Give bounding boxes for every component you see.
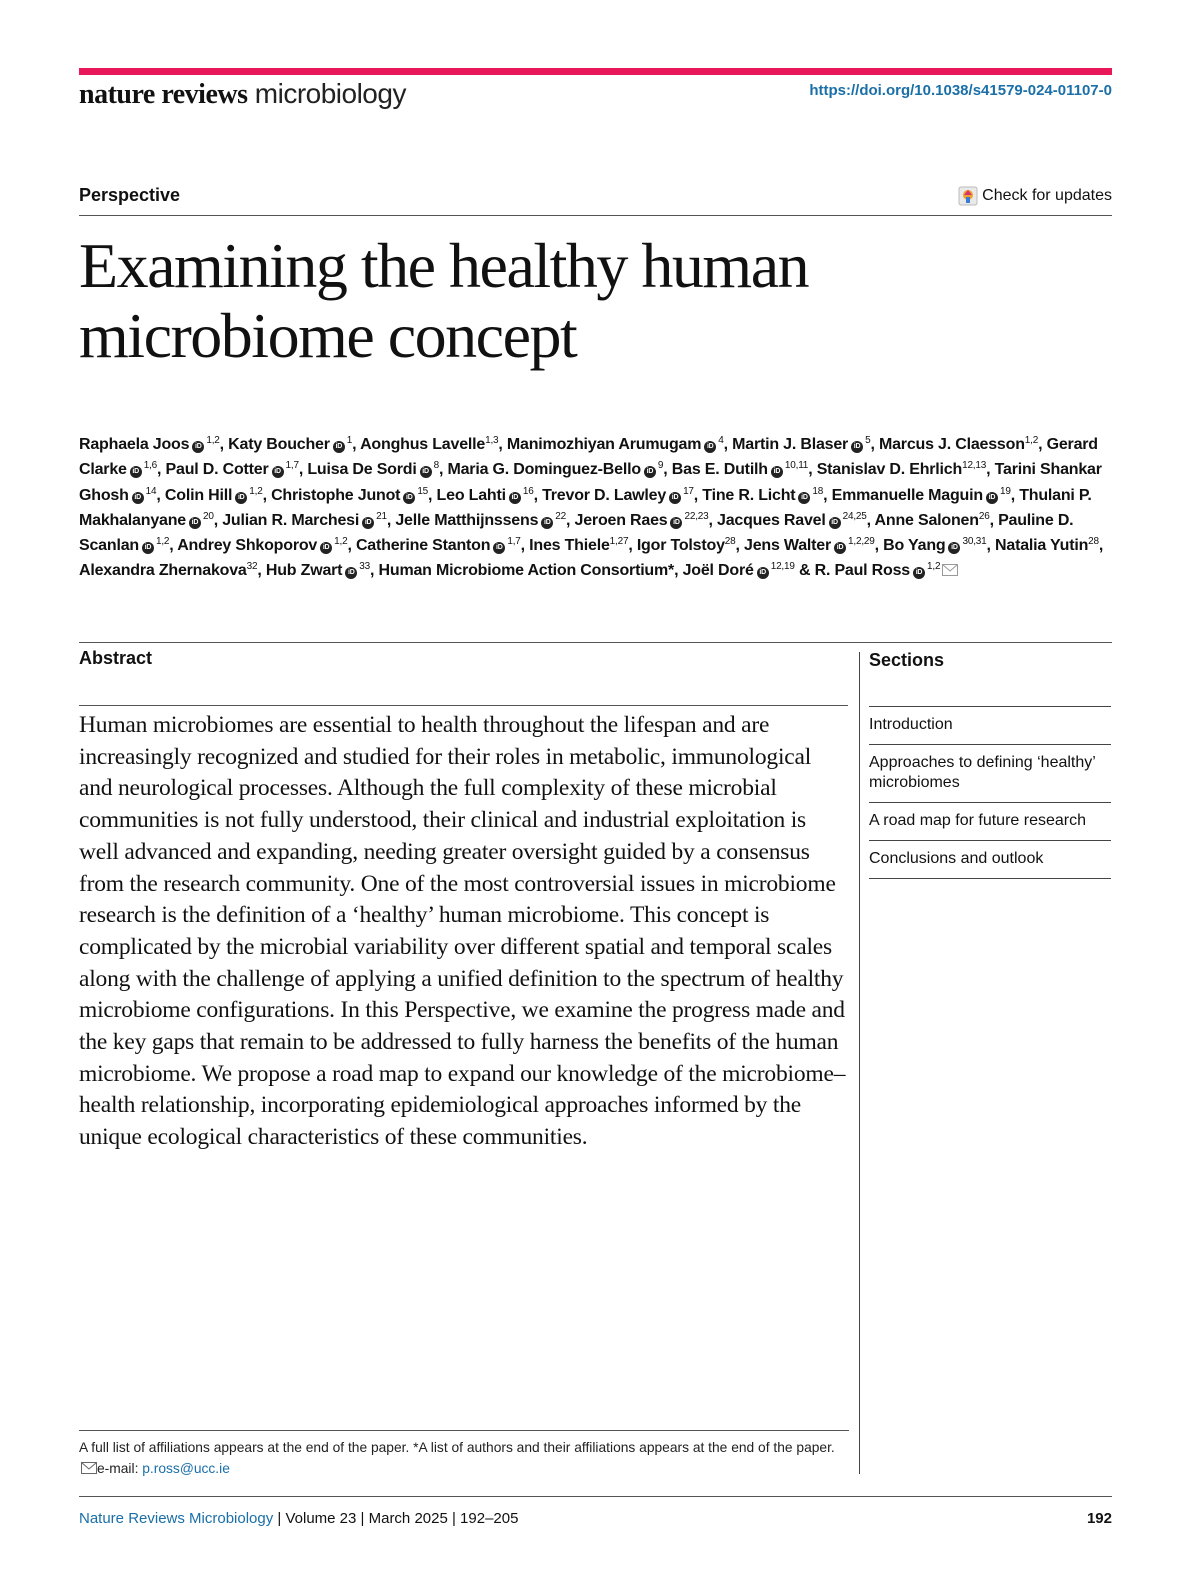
author-item [529,537,628,554]
author-name: Tine R. Licht [702,486,796,504]
author-item [672,461,808,478]
author-item [637,537,736,554]
author-item [266,562,370,579]
author-name: Colin Hill [164,486,233,504]
abstract-heading: Abstract [79,648,153,668]
author-item [437,487,534,504]
orcid-icon[interactable]: iD [142,542,154,554]
author-item [683,562,795,579]
email-envelope-icon [81,1459,97,1471]
author-name: Christophe Junot [271,486,401,504]
author-item [271,487,428,504]
affiliation-number: 15 [417,485,429,497]
journal-name-link[interactable]: Nature Reviews Microbiology [79,1510,274,1527]
affiliation-number: 22 [555,510,567,522]
orcid-icon[interactable]: iD [132,492,144,504]
author-name: Leo Lahti [436,486,506,504]
author-name: Ines Thiele [529,537,610,555]
column-divider [859,652,860,1474]
author-name: R. Paul Ross [814,562,910,580]
affiliation-number: 19 [999,485,1011,497]
affiliation-number: 14 [145,485,157,497]
author-item [542,487,694,504]
author-item [222,512,387,529]
author-name: Stanislav D. Ehrlich [816,461,963,479]
author-name: Jeroen Raes [574,511,668,529]
article-type: Perspective [79,185,181,205]
author-item [447,461,663,478]
orcid-icon[interactable]: iD [420,466,432,478]
article-title [79,231,1112,371]
orcid-icon[interactable]: iD [345,567,357,579]
author-item [177,537,347,554]
author-name: Hub Zwart [265,562,343,580]
author-item [879,436,1038,453]
orcid-icon[interactable]: iD [913,567,925,579]
journal-brand [79,78,406,111]
affiliation-number: 10,11 [784,460,809,472]
orcid-icon[interactable]: iD [829,517,841,529]
affiliation-number: 22,23 [684,510,709,522]
affiliation-number: 21 [376,510,387,522]
author-item [79,562,257,579]
affiliation-number: 1,2 [249,485,263,497]
author-name: Emmanuelle Maguin [831,486,983,504]
footer-divider [79,1496,1112,1497]
email-link[interactable]: p.ross@ucc.ie [142,1461,230,1476]
affiliation-number: 32 [246,561,258,573]
affiliation-number: 33 [359,561,371,573]
orcid-icon[interactable]: iD [362,517,374,529]
brand-light: microbiology [254,78,406,109]
author-item [379,562,675,579]
orcid-icon[interactable]: iD [771,466,783,478]
author-name: Human Microbiome Action Consortium* [378,562,675,580]
author-list: Raphaela Joos iD$^{1,2}$, Katy Boucher $iD^1$, Aonghus Lavelle$^{1,3}$, Manimozhiyan Arumugam $iD^4$, Martin J. Blaser $iD^5$, Marcus J. Claesson$^{1,2}$, Gerard Clarke iD$^{1,6}$, Paul D. Cotter iD$^{1,7}$, Luisa De Sordi $iD^8$, Maria G. Dominguez-Bello $iD^9$, Bas E. Dutilh iD$^{10,11}$, Stanislav D. Ehrlich$^{12,13}$, Tarini Shankar Ghosh $iD^{14}$, Colin Hill iD$^{1,2}$, Christophe Junot $iD^{15}$, Leo Lahti $iD^{16}$, Trevor D. Lawley $iD^{17}$, Tine R. Licht $iD^{18}$, Emmanuelle Maguin $iD^{19}$, Thulani P. Makhalanyane $iD^{20}$, Julian R. Marchesi $iD^{21}$, Jelle Matthijnssens $iD^{22}$, Jeroen Raes iD$^{22,23}$, Jacques Ravel iD$^{24,25}$, Anne Salonen$^{26}$, Pauline D. Scanlan iD$^{1,2}$, Andrey Shkoporov iD$^{1,2}$, Catherine Stanton iD$^{1,7}$, Ines Thiele$^{1,27}$, Igor Tolstoy$^{28}$, Jens Walter iD$^{1,2,29}$, Bo Yang iD$^{30,31}$, Natalia Yutin$^{28}$, Alexandra Zhernakova$^{32}$, Hub Zwart $iD^{33}$, Human Microbiome Action Consortium*, Joël Doré iD$^{12,19}$ & R. Paul Ross iD$^{1,2}$ [79,435,1104,580]
affiliation-footnote [79,1437,849,1479]
orcid-icon[interactable]: iD [757,567,769,579]
abstract-text: Human microbiomes are essential to health throughout the lifespan and are increasingly recognized and studied for their roles in metabolic, immunological and neurological processes. Although the full complexity of these microbial communities is not fully understood, their clinical and industrial exploitation is well advanced and expanding, needing greater oversight guided by a consensus from the research community. One of the most controversial issues in microbiome research is the definition of a ‘healthy’ human microbiome. This concept is complicated by the microbial variability over different spatial and temporal scales along with the challenge of applying a unified definition to the spectrum of healthy microbiome configurations. In this Perspective, we examine the progress made and the key gaps that remain to be addressed to fully harness the benefits of the human microbiome. We propose a road map to expand our knowledge of the microbiome–health relationship, incorporating epidemiological approaches informed by the unique ecological characteristics of these communities. [79,712,846,1151]
email-label: e-mail: [97,1461,139,1476]
affiliation-number: 1,2 [334,536,348,548]
section-link-approaches[interactable]: Approaches to defining ‘healthy’ microbiomes [869,744,1111,802]
author-item [395,512,566,529]
author-name: Jacques Ravel [717,511,826,529]
sections-list [869,706,1111,879]
author-name: Paul D. Cotter [165,461,269,479]
affiliation-number: 28 [1088,536,1099,548]
author-name: Alexandra Zhernakova [79,562,247,580]
orcid-icon[interactable]: iD [798,492,810,504]
email-envelope-icon[interactable] [942,559,958,571]
affiliation-number: 1 [346,435,353,446]
affiliation-number: 9 [657,460,664,472]
affiliation-number: 16 [522,485,534,497]
author-item [732,436,870,453]
affiliation-number: 5 [865,435,871,446]
author-item [832,487,1011,504]
section-link-introduction[interactable]: Introduction [869,706,1111,744]
footnote-text: A full list of affiliations appears at the end of the paper. *A list of authors and their affiliations appears at the end of the paper. [79,1440,835,1455]
orcid-icon[interactable]: iD [493,542,505,554]
affiliation-number: 1,7 [507,536,521,548]
affiliation-number: 4 [718,435,724,446]
abstract-divider [79,705,848,706]
affiliation-number: 18 [812,485,824,497]
section-link-road-map[interactable]: A road map for future research [869,802,1111,840]
author-item [817,461,986,478]
orcid-icon[interactable]: iD [192,441,204,453]
brand-bold: nature reviews [79,79,248,110]
doi-link[interactable]: https://doi.org/10.1038/s41579-024-01107-0 [809,82,1112,99]
title-line-2: microbiome concept [79,300,577,371]
orcid-icon[interactable]: iD [333,441,345,453]
orcid-icon[interactable]: iD [986,492,998,504]
authors-divider [79,642,1112,643]
author-item [702,487,823,504]
affiliation-number: 1,2,29 [848,536,875,548]
author-name: Andrey Shkoporov [177,537,318,555]
orcid-icon[interactable]: iD [272,466,284,478]
orcid-icon[interactable]: iD [948,542,960,554]
affiliation-number: 1,2 [206,435,220,446]
author-name: Joël Doré [682,562,754,580]
affiliation-number: 12,19 [770,561,795,573]
author-name: Martin J. Blaser [732,436,849,453]
affiliation-number: 20 [202,510,214,522]
author-name: Marcus J. Claesson [878,436,1025,453]
author-name: Luisa De Sordi [307,461,417,479]
author-item [575,512,709,529]
author-name: Jens Walter [744,537,832,555]
author-name: Katy Boucher [228,436,330,453]
affiliation-number: 12,13 [962,460,987,472]
author-item [875,512,990,529]
author-name: Raphaela Joos [79,436,190,453]
orcid-icon[interactable]: iD [704,441,716,453]
author-item [360,436,498,453]
author-item [166,461,299,478]
affiliation-number: 1,2 [927,561,941,573]
author-name: Trevor D. Lawley [542,486,667,504]
orcid-icon[interactable]: iD [669,492,681,504]
orcid-icon[interactable]: iD [670,517,682,529]
author-name: Thulani P. Makhalanyane [79,486,1092,529]
page-number: 192 [1086,1510,1112,1527]
author-item [165,487,263,504]
author-name: Catherine Stanton [355,537,491,555]
orcid-icon[interactable]: iD [541,517,553,529]
affiliation-number: 1,2 [155,536,170,548]
author-name: Julian R. Marchesi [222,511,360,529]
check-updates-button[interactable] [958,186,1112,206]
affiliation-number: 1,6 [143,460,158,472]
author-name: Anne Salonen [874,511,979,529]
affiliation-number: 17 [683,485,694,497]
check-updates-icon [958,186,978,206]
affiliation-number: 1,27 [609,536,629,548]
affiliation-number: 8 [433,460,439,472]
affiliation-number: 1,7 [285,460,299,472]
author-item [995,537,1099,554]
author-name: Natalia Yutin [995,537,1089,555]
author-item: & R. Paul Ross iD$^{1,2}$ [799,562,958,579]
author-name: Bo Yang [883,537,946,555]
affiliation-number: 30,31 [962,536,987,548]
orcid-icon[interactable]: iD [509,492,521,504]
author-item [507,436,724,453]
sections-heading: Sections [869,650,945,670]
journal-citation [79,1510,518,1527]
author-name: Pauline D. Scanlan [79,511,1074,555]
top-accent-bar [79,68,1112,75]
orcid-icon[interactable]: iD [834,542,846,554]
author-name: Aonghus Lavelle [360,436,486,453]
footnote-divider [79,1430,849,1431]
author-name: Maria G. Dominguez-Bello [447,461,641,479]
orcid-icon[interactable]: iD [403,492,415,504]
author-item [883,537,986,554]
affiliation-number: 1,2 [1024,435,1039,446]
affiliation-number: 24,25 [842,510,867,522]
title-line-1: Examining the healthy human [79,230,809,301]
orcid-icon[interactable]: iD [130,466,142,478]
author-item [79,436,220,453]
check-updates-label: Check for updates [982,187,1112,204]
author-item [717,512,867,529]
author-name: Gerard Clarke [79,436,1098,479]
author-item [744,537,875,554]
orcid-icon[interactable]: iD [320,542,332,554]
affiliation-number: 28 [724,536,736,548]
author-name: Bas E. Dutilh [671,461,768,479]
author-item [307,461,439,478]
author-item [356,537,521,554]
orcid-icon[interactable]: iD [189,517,201,529]
header-divider [79,215,1112,216]
orcid-icon[interactable]: iD [644,466,656,478]
affiliation-number: 1,3 [485,435,499,446]
author-name: Tarini Shankar Ghosh [79,461,1102,504]
author-item [228,436,352,453]
affiliation-number: 26 [978,510,990,522]
orcid-icon[interactable]: iD [235,492,247,504]
author-name: Jelle Matthijnssens [395,511,539,529]
author-name: Manimozhiyan Arumugam [506,436,702,453]
section-link-conclusions[interactable]: Conclusions and outlook [869,840,1111,879]
volume-info: | Volume 23 | March 2025 | 192–205 [277,1510,519,1527]
author-name: Igor Tolstoy [636,537,725,555]
orcid-icon[interactable]: iD [851,441,863,453]
